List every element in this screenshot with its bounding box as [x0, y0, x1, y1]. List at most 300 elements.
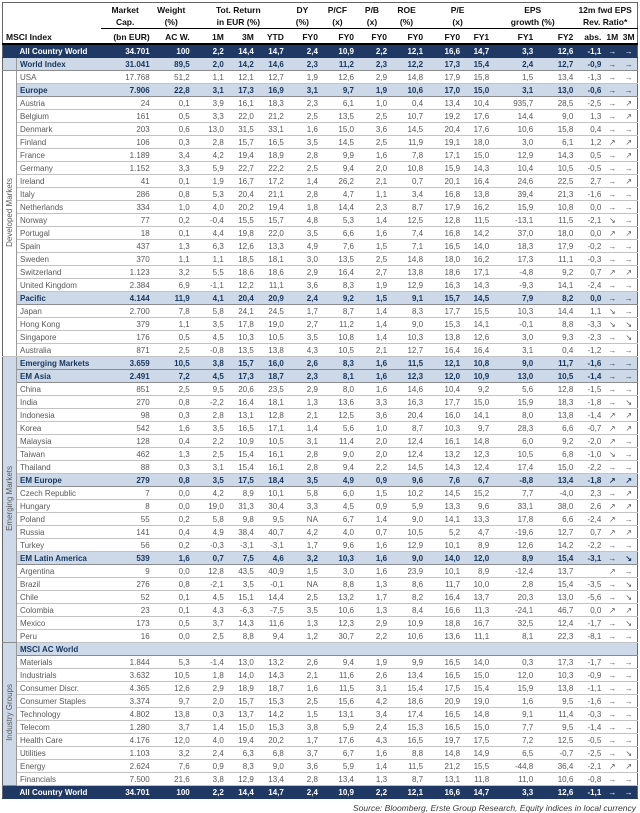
cell-ret-3m: 8,9 [227, 487, 257, 500]
cell-pe-fy1: 13,8 [463, 188, 492, 201]
cell-pe-fy1: 19,0 [463, 695, 492, 708]
trend-arrow-1m-icon: → [604, 292, 620, 305]
cell-weight: 9,7 [153, 695, 193, 708]
cell-weight: 0,8 [153, 578, 193, 591]
cell-eps-fy2: -0,7 [536, 747, 576, 760]
cell-pe-fy0: 16,4 [426, 344, 463, 357]
cell-rev-abs: -0,5 [576, 734, 604, 747]
cell-roe-fy0: 0,7 [390, 175, 426, 188]
trend-arrow-3m-icon: → [620, 44, 637, 58]
cell-pe-fy0: 16,5 [426, 708, 463, 721]
trend-arrow-3m-icon: → [620, 123, 637, 136]
trend-arrow-3m-icon: → [620, 565, 637, 578]
cell-ret-3m: 8,3 [227, 760, 257, 773]
group-strip [3, 58, 17, 71]
cell-pe-fy0: 15,3 [426, 318, 463, 331]
cell-dy-fy0: 4,3 [287, 344, 321, 357]
cell-pb-fy0: 2,6 [357, 669, 390, 682]
trend-arrow-3m-icon: → [620, 162, 637, 175]
row-label: United Kingdom [17, 279, 101, 292]
row-label: Industrials [17, 669, 101, 682]
cell-eps-fy2: 22,5 [536, 175, 576, 188]
cell-weight: 51,2 [153, 71, 193, 84]
cell-dy-fy0: 2,7 [287, 318, 321, 331]
table-row [3, 682, 638, 695]
cell-dy-fy0: 3,6 [287, 760, 321, 773]
cell-dy-fy0: 2,8 [287, 773, 321, 786]
cell-pb-fy0: 2,2 [357, 786, 390, 799]
cell-eps-fy2: 11,4 [536, 708, 576, 721]
trend-arrow-1m-icon: → [604, 396, 620, 409]
cell-ret-3m: 22,0 [227, 110, 257, 123]
table-row [3, 110, 638, 123]
table-row [3, 604, 638, 617]
cell-weight: 3,7 [153, 721, 193, 734]
cell-eps-fy2: 38,0 [536, 500, 576, 513]
cell-pe-fy1: 14,0 [463, 656, 492, 669]
trend-arrow-1m-icon: ↗ [604, 435, 620, 448]
col-group-eps-growth: EPS [524, 5, 542, 15]
cell-ret-3m: -6,3 [227, 604, 257, 617]
cell-ret-3m: 20,4 [227, 292, 257, 305]
row-label: Consumer Staples [17, 695, 101, 708]
cell-ret-1m: 2,4 [193, 747, 227, 760]
cell-market-cap: 41 [101, 175, 153, 188]
cell-pb-fy0: 1,9 [357, 279, 390, 292]
col-group-pb: P/B [364, 5, 380, 15]
trend-arrow-1m-icon: → [604, 617, 620, 630]
cell-market-cap: 279 [101, 474, 153, 487]
cell-pe-fy0: 15,7 [426, 292, 463, 305]
cell-ret-ytd: 16,1 [257, 461, 287, 474]
cell-roe-fy0: 12,1 [390, 786, 426, 799]
col-group-dy-2: (%) [287, 16, 321, 29]
cell-eps-fy2: 0,4 [536, 344, 576, 357]
cell-pcf-fy0: 6,6 [321, 227, 357, 240]
cell-pe-fy1: 15,0 [463, 396, 492, 409]
cell-pe-fy0: 21,2 [426, 760, 463, 773]
cell-pe-fy0: 14,0 [426, 552, 463, 565]
cell-pcf-fy0: 9,7 [321, 84, 357, 97]
cell-pe-fy1: 12,0 [463, 552, 492, 565]
cell-pe-fy0: 14,5 [426, 487, 463, 500]
cell-pb-fy0: 3,6 [357, 409, 390, 422]
cell-pb-fy0: 1,3 [357, 773, 390, 786]
cell-rev-abs: -2,5 [576, 747, 604, 760]
cell-pb-fy0: 1,6 [357, 539, 390, 552]
cell-pe-fy0: 17,9 [426, 201, 463, 214]
cell-ret-1m: 1,8 [193, 669, 227, 682]
cell-dy-fy0: 2,6 [287, 656, 321, 669]
cell-ret-ytd: 18,6 [257, 266, 287, 279]
cell-rev-abs: 0,0 [576, 227, 604, 240]
cell-pcf-fy0: 10,9 [321, 44, 357, 58]
cell-pcf-fy0: 13,1 [321, 708, 357, 721]
cell-dy-fy0: 1,6 [287, 682, 321, 695]
cell-eps-fy1: -24,1 [492, 604, 536, 617]
cell-ret-1m: 5,8 [193, 513, 227, 526]
cell-ret-1m: 2,8 [193, 136, 227, 149]
cell-ret-1m: 4,5 [193, 370, 227, 383]
row-label: Brazil [17, 578, 101, 591]
cell-pe-fy0: 15,9 [426, 162, 463, 175]
cell-ret-3m: 9,8 [227, 513, 257, 526]
cell-market-cap: 34.701 [101, 44, 153, 58]
table-row [3, 500, 638, 513]
table-row [3, 370, 638, 383]
cell-pe-fy0: 17,3 [426, 58, 463, 71]
cell-weight: 0,6 [153, 123, 193, 136]
cell-pe-fy0: 13,2 [426, 448, 463, 461]
cell-eps-fy2: 9,2 [536, 435, 576, 448]
col-group-eps-revision-2: Rev. Ratio* [576, 16, 637, 29]
trend-arrow-3m-icon: ↗ [620, 110, 637, 123]
cell-ret-ytd: 14,6 [257, 58, 287, 71]
cell-pe-fy1: 11,3 [463, 604, 492, 617]
cell-market-cap: 270 [101, 396, 153, 409]
cell-pe-fy0: 16,6 [426, 786, 463, 799]
cell-weight: 1,6 [153, 422, 193, 435]
cell-roe-fy0: 13,4 [390, 669, 426, 682]
cell-eps-fy2: 9,3 [536, 331, 576, 344]
cell-roe-fy0: 7,8 [390, 149, 426, 162]
cell-pe-fy0: 18,8 [426, 617, 463, 630]
cell-ret-3m: 15,4 [227, 461, 257, 474]
cell-weight: 0,1 [153, 97, 193, 110]
cell-dy-fy0: 1,3 [287, 617, 321, 630]
cell-ret-1m: 0,3 [193, 708, 227, 721]
cell-rev-abs: -3,1 [576, 552, 604, 565]
cell-dy-fy0: 2,8 [287, 461, 321, 474]
cell-pe-fy1: 15,5 [463, 305, 492, 318]
cell-ret-ytd: 14,3 [257, 669, 287, 682]
cell-dy-fy0: 2,4 [287, 292, 321, 305]
cell-eps-fy2: 15,8 [536, 123, 576, 136]
cell-ret-1m: 1,1 [193, 253, 227, 266]
row-label: Denmark [17, 123, 101, 136]
trend-arrow-3m-icon: ↗ [620, 422, 637, 435]
cell-weight: 0,3 [153, 461, 193, 474]
table-row [3, 58, 638, 71]
source-note: Source: Bloomberg, Erste Group Research, Equity indices in local currency [353, 803, 636, 813]
cell-eps-fy2: 13,4 [536, 71, 576, 84]
trend-arrow-1m-icon: → [604, 44, 620, 58]
cell-ret-1m: 6,3 [193, 240, 227, 253]
cell-eps-fy1: 3,0 [492, 331, 536, 344]
cell-eps-fy1: 2,4 [492, 58, 536, 71]
header-spacer [3, 16, 101, 29]
cell-eps-fy2: 18,3 [536, 396, 576, 409]
cell-pcf-fy0: 5,3 [321, 214, 357, 227]
cell-eps-fy2: 6,6 [536, 513, 576, 526]
cell-ret-3m: 16,5 [227, 422, 257, 435]
cell-eps-fy2: 10,6 [536, 773, 576, 786]
cell-pcf-fy0: 17,6 [321, 734, 357, 747]
cell-eps-fy1: 8,9 [492, 552, 536, 565]
cell-ret-1m: 1,1 [193, 71, 227, 84]
cell-eps-fy2: 15,4 [536, 578, 576, 591]
table-row [3, 71, 638, 84]
cell-roe-fy0: 11,5 [390, 357, 426, 370]
cell-eps-fy2: 13,4 [536, 474, 576, 487]
cell-ret-1m: 2,8 [193, 409, 227, 422]
row-label: Korea [17, 422, 101, 435]
cell-market-cap: 88 [101, 461, 153, 474]
cell-dy-fy0: 2,5 [287, 695, 321, 708]
cell-ret-1m: -1,4 [193, 656, 227, 669]
cell-ret-1m: 2,0 [193, 58, 227, 71]
table-row [3, 552, 638, 565]
cell-eps-fy1: 32,5 [492, 617, 536, 630]
cell-market-cap: 3.632 [101, 669, 153, 682]
cell-pe-fy0: 13,6 [426, 630, 463, 643]
cell-market-cap: 1.123 [101, 266, 153, 279]
cell-ret-ytd: 13,2 [257, 656, 287, 669]
table-row [3, 760, 638, 773]
col-group-market-cap-2: Cap. [101, 16, 153, 29]
row-label: China [17, 383, 101, 396]
cell-ret-1m: -1,1 [193, 279, 227, 292]
cell-dy-fy0: 4,8 [287, 214, 321, 227]
cell-pcf-fy0: 6,1 [321, 97, 357, 110]
cell-roe-fy0: 16,3 [390, 396, 426, 409]
cell-pe-fy1: 11,8 [463, 773, 492, 786]
trend-arrow-1m-icon: ↗ [604, 760, 620, 773]
cell-roe-fy0: 12,2 [390, 58, 426, 71]
cell-pe-fy0: 13,1 [426, 773, 463, 786]
trend-arrow-1m-icon: → [604, 370, 620, 383]
cell-eps-fy2: 9,2 [536, 266, 576, 279]
cell-dy-fy0: 2,9 [287, 266, 321, 279]
cell-pb-fy0: 1,9 [357, 84, 390, 97]
cell-pb-fy0: 2,7 [357, 266, 390, 279]
cell-pe-fy0: 17,7 [426, 305, 463, 318]
row-label: Hong Kong [17, 318, 101, 331]
cell-market-cap: 4.365 [101, 682, 153, 695]
col-3m: 3M [227, 29, 257, 45]
table-row [3, 344, 638, 357]
cell-ret-3m: 12,2 [227, 279, 257, 292]
col-group-eps-growth-2: growth (%) [492, 16, 576, 29]
cell-market-cap: 286 [101, 188, 153, 201]
cell-pe-fy0: 16,6 [426, 604, 463, 617]
cell-pcf-fy0: 15,6 [321, 695, 357, 708]
cell-pe-fy1: 15,4 [463, 682, 492, 695]
group-strip [3, 44, 17, 58]
cell-market-cap: 4.176 [101, 734, 153, 747]
cell-pcf-fy0: 8,1 [321, 370, 357, 383]
trend-arrow-1m-icon: → [604, 188, 620, 201]
cell-ret-ytd: 21,1 [257, 188, 287, 201]
trend-arrow-1m-icon: → [604, 58, 620, 71]
cell-weight: 1,1 [153, 318, 193, 331]
cell-pe-fy0: 20,9 [426, 695, 463, 708]
cell-market-cap: 56 [101, 539, 153, 552]
cell-market-cap: 370 [101, 253, 153, 266]
cell-ret-ytd: -7,5 [257, 604, 287, 617]
header-units-row [3, 29, 638, 45]
trend-arrow-3m-icon: → [620, 708, 637, 721]
cell-dy-fy0: 1,8 [287, 201, 321, 214]
trend-arrow-1m-icon: → [604, 383, 620, 396]
cell-pcf-fy0: 10,6 [321, 604, 357, 617]
group-strip [3, 643, 17, 786]
row-label: Poland [17, 513, 101, 526]
cell-dy-fy0: 3,5 [287, 227, 321, 240]
row-label: Peru [17, 630, 101, 643]
table-row [3, 565, 638, 578]
group-label-developed-markets: Developed Markets [4, 177, 14, 247]
cell-pe-fy1: 9,7 [463, 422, 492, 435]
trend-arrow-3m-icon: ↗ [620, 526, 637, 539]
cell-ret-3m: 13,1 [227, 409, 257, 422]
trend-arrow-1m-icon: ↗ [604, 266, 620, 279]
cell-roe-fy0: 12,9 [390, 539, 426, 552]
cell-weight: 0,3 [153, 136, 193, 149]
cell-roe-fy0: 8,4 [390, 604, 426, 617]
row-label: Health Care [17, 734, 101, 747]
cell-ret-ytd: 13,8 [257, 344, 287, 357]
cell-pcf-fy0: 4,7 [321, 188, 357, 201]
cell-eps-fy1: 18,3 [492, 240, 536, 253]
trend-arrow-1m-icon: → [604, 123, 620, 136]
cell-pcf-fy0: 10,9 [321, 786, 357, 799]
cell-eps-fy2: 6,1 [536, 136, 576, 149]
col-group-pb-2: (x) [357, 16, 390, 29]
cell-eps-fy1: -12,4 [492, 565, 536, 578]
row-label: Chile [17, 591, 101, 604]
trend-arrow-1m-icon: → [604, 253, 620, 266]
cell-weight: 2,5 [153, 383, 193, 396]
cell-pcf-fy0: 9,6 [321, 539, 357, 552]
cell-pe-fy0: 16,8 [426, 188, 463, 201]
cell-ret-3m: 20,4 [227, 188, 257, 201]
table-row [3, 409, 638, 422]
col-group-total-return: Tot. Return [215, 5, 261, 15]
cell-ret-3m: 22,7 [227, 162, 257, 175]
cell-eps-fy1: 10,6 [492, 123, 536, 136]
cell-pe-fy1: 17,6 [463, 123, 492, 136]
cell-dy-fy0: 1,2 [287, 630, 321, 643]
cell-pe-fy0: 16,5 [426, 669, 463, 682]
cell-eps-fy1: 3,1 [492, 84, 536, 97]
row-label: Energy [17, 760, 101, 773]
cell-ret-3m: 14,4 [227, 44, 257, 58]
cell-pe-fy0: 13,4 [426, 97, 463, 110]
cell-ret-ytd: 22,0 [257, 227, 287, 240]
cell-pe-fy0: 12,8 [426, 214, 463, 227]
cell-rev-abs: 1,2 [576, 136, 604, 149]
cell-rev-abs: -0,3 [576, 708, 604, 721]
row-label: Colombia [17, 604, 101, 617]
cell-pb-fy0: 2,5 [357, 253, 390, 266]
cell-pe-fy0: 14,8 [426, 747, 463, 760]
table-row [3, 786, 638, 799]
cell-eps-fy2: 11,7 [536, 357, 576, 370]
table-row [3, 708, 638, 721]
cell-eps-fy2: 12,4 [536, 617, 576, 630]
table-row [3, 162, 638, 175]
cell-roe-fy0: 12,4 [390, 448, 426, 461]
trend-arrow-1m-icon: → [604, 344, 620, 357]
cell-eps-fy2: 10,8 [536, 201, 576, 214]
cell-weight: 0,2 [153, 539, 193, 552]
table-row [3, 656, 638, 669]
cell-roe-fy0: 10,3 [390, 331, 426, 344]
cell-ret-ytd: 12,7 [257, 71, 287, 84]
cell-eps-fy2: 15,4 [536, 552, 576, 565]
cell-ret-ytd: 15,3 [257, 721, 287, 734]
trend-arrow-3m-icon: → [620, 84, 637, 97]
cell-market-cap: 437 [101, 240, 153, 253]
cell-pe-fy0: 16,4 [426, 591, 463, 604]
cell-pb-fy0: 2,3 [357, 201, 390, 214]
cell-dy-fy0: 2,3 [287, 97, 321, 110]
cell-weight: 1,1 [153, 253, 193, 266]
cell-rev-abs: -2,2 [576, 461, 604, 474]
cell-pe-fy0: 16,6 [426, 44, 463, 58]
cell-market-cap: 851 [101, 383, 153, 396]
cell-eps-fy2: 36,4 [536, 760, 576, 773]
cell-ret-ytd: 16,5 [257, 136, 287, 149]
cell-pe-fy0: 19,1 [426, 136, 463, 149]
cell-pb-fy0: 1,6 [357, 565, 390, 578]
cell-rev-abs: -1,3 [576, 71, 604, 84]
cell-pcf-fy0: 13,6 [321, 396, 357, 409]
row-label: Sweden [17, 253, 101, 266]
cell-roe-fy0: 10,7 [390, 110, 426, 123]
cell-pe-fy1: 14,7 [463, 786, 492, 799]
cell-roe-fy0: 8,3 [390, 305, 426, 318]
table-row [3, 383, 638, 396]
trend-arrow-1m-icon: ↘ [604, 214, 620, 227]
cell-rev-abs: -2,0 [576, 435, 604, 448]
table-row [3, 617, 638, 630]
cell-pe-fy1: 14,2 [463, 227, 492, 240]
cell-pe-fy1: 10,0 [463, 578, 492, 591]
cell-pcf-fy0: 5,9 [321, 760, 357, 773]
trend-arrow-3m-icon: → [620, 539, 637, 552]
cell-weight: 1,3 [153, 240, 193, 253]
cell-pb-fy0: 1,6 [357, 149, 390, 162]
cell-eps-fy1: -4,8 [492, 266, 536, 279]
cell-ret-ytd: 33,1 [257, 123, 287, 136]
trend-arrow-1m-icon: ↗ [604, 474, 620, 487]
cell-ret-1m: 3,5 [193, 474, 227, 487]
cell-ret-3m: 20,2 [227, 201, 257, 214]
cell-rev-abs: -1,2 [576, 344, 604, 357]
cell-dy-fy0: 3,5 [287, 474, 321, 487]
cell-pb-fy0: 2,0 [357, 448, 390, 461]
trend-arrow-3m-icon: → [620, 370, 637, 383]
cell-ret-ytd: 20,9 [257, 292, 287, 305]
cell-eps-fy1: 12,9 [492, 149, 536, 162]
trend-arrow-1m-icon: ↗ [604, 136, 620, 149]
cell-pe-fy0: 16,8 [426, 227, 463, 240]
trend-arrow-1m-icon: → [604, 721, 620, 734]
cell-ret-3m: 16,7 [227, 175, 257, 188]
cell-eps-fy2: 11,5 [536, 214, 576, 227]
trend-arrow-3m-icon: ↗ [620, 97, 637, 110]
cell-dy-fy0: 1,4 [287, 175, 321, 188]
cell-pcf-fy0: 11,4 [321, 435, 357, 448]
cell-roe-fy0: 8,7 [390, 422, 426, 435]
trend-arrow-3m-icon: → [620, 292, 637, 305]
cell-pcf-fy0: 13,5 [321, 253, 357, 266]
cell-pcf-fy0: 6,0 [321, 487, 357, 500]
cell-eps-fy2: 14,1 [536, 279, 576, 292]
cell-ret-ytd: 14,7 [257, 44, 287, 58]
